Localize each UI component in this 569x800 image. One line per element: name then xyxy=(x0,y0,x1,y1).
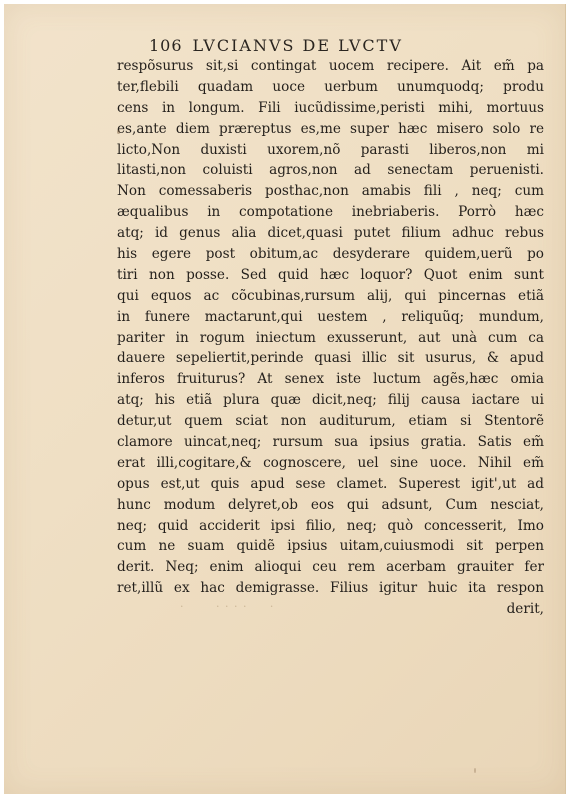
text-line-22: hunc modum delyret,ob eos qui adsunt, Cum nesciat, xyxy=(117,496,544,513)
paper-mark xyxy=(474,768,476,773)
text-line-6: litasti,non coluisti agros,non ad senectam peruenisti. xyxy=(117,162,544,179)
text-line-19: clamore uincat,neq; rursum sua ipsius gratia. Satis em̃ xyxy=(117,434,544,451)
text-line-9: atq; id genus alia dicet,quasi putet filium adhuc rebus xyxy=(117,225,544,242)
text-line-2: ter,flebili quadam uoce uerbum unumquodq; produ xyxy=(117,78,544,95)
text-line-23: neq; quid acciderit ipsi filio, neq; quò concesserit, Imo xyxy=(117,517,544,534)
running-title: LVCIANVS DE LVCTV xyxy=(192,36,403,55)
text-line-26: ret,illũ ex hac demigrasse. Filius igitur huic ita respon xyxy=(117,580,544,597)
text-line-13: in funere mactarunt,qui uestem , reliquũq; mundum, xyxy=(117,308,544,325)
text-block xyxy=(117,56,544,620)
ink-spot xyxy=(117,130,120,134)
text-line-14: pariter in rogum iniectum exusserunt, aut unà cum ca xyxy=(117,329,544,346)
page-header xyxy=(149,36,403,55)
text-line-7: Non comessaberis posthac,non amabis fili , neq; cum xyxy=(117,183,544,200)
text-line-3: cens in longum. Fili iucũdissime,peristi mihi, mortuus xyxy=(117,99,544,116)
text-line-17: atq; his etiã plura quæ dicit,neq; filij causa iactare ui xyxy=(117,392,544,409)
text-line-18: detur,ut quem sciat non auditurum, etiam si Stentorẽ xyxy=(117,413,544,430)
text-line-27: derit, xyxy=(506,601,544,618)
page-number: 106 xyxy=(149,36,183,55)
text-line-20: erat illi,cogitare,& cognoscere, uel sine uoce. Nihil em̃ xyxy=(117,454,544,471)
text-line-10: his egere post obitum,ac desyderare quidem,uerũ po xyxy=(117,246,544,263)
text-line-5: licto,Non duxisti uxorem,nõ parasti liberos,non mi xyxy=(117,141,544,158)
text-line-24: cum ne suam quidẽ ipsius uitam,cuiusmodi sit perpen xyxy=(117,538,544,555)
text-line-21: opus est,ut quis apud sese clamet. Superest igit',ut ad xyxy=(117,475,544,492)
text-line-4: es,ante diem præreptus es,me super hæc misero solo re xyxy=(117,120,544,137)
text-line-15: dauere sepeliertit,perinde quasi illic sit usurus, & apud xyxy=(117,350,544,367)
text-line-1: respõsurus sit,si contingat uocem recipere. Ait em̃ pa xyxy=(117,58,544,74)
bleed-through-marks: · · · · · · xyxy=(180,600,275,613)
text-line-11: tiri non posse. Sed quid hæc loquor? Quot enim sunt xyxy=(117,266,544,283)
book-page xyxy=(4,4,566,794)
text-line-12: qui equos ac cõcubinas,rursum alij, qui pincernas etiã xyxy=(117,287,544,304)
text-line-8: æqualibus in compotatione inebriaberis. Porrò hæc xyxy=(117,204,544,221)
text-line-16: inferos fruiturus? At senex iste luctum agẽs,hæc omia xyxy=(117,371,544,388)
text-line-25: derit. Neq; enim alioqui ceu rem acerbam grauiter fer xyxy=(117,559,544,576)
